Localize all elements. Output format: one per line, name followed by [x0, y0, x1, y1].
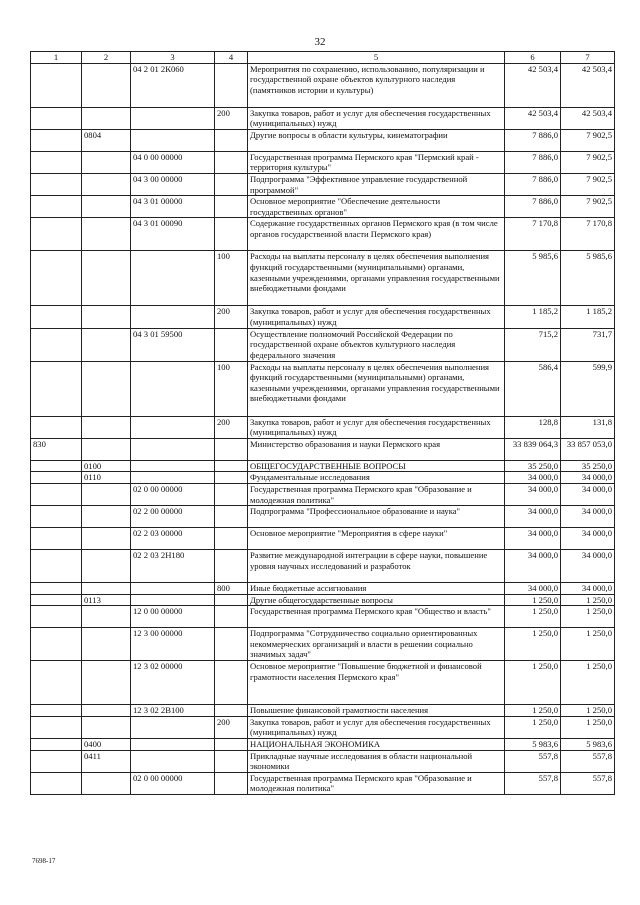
table-cell-col7: 34 000,0 [561, 528, 615, 550]
table-cell-col4 [215, 472, 248, 484]
table-cell-col3: 12 3 00 00000 [131, 628, 215, 661]
table-cell-col4: 200 [215, 306, 248, 328]
table-cell-col7: 131,8 [561, 416, 615, 438]
table-cell-col7: 34 000,0 [561, 483, 615, 505]
table-cell-col3 [131, 438, 215, 460]
table-cell-col4 [215, 739, 248, 751]
table-header-row [31, 52, 615, 64]
table-cell-col2 [82, 550, 131, 583]
table-row [31, 628, 615, 661]
table-cell-col5: Иные бюджетные ассигнования [248, 583, 505, 595]
table-cell-col4: 800 [215, 583, 248, 595]
table-cell-col7: 42 503,4 [561, 63, 615, 107]
table-cell-col1 [31, 772, 82, 794]
table-cell-col4 [215, 528, 248, 550]
table-row [31, 528, 615, 550]
table-cell-col7: 34 000,0 [561, 472, 615, 484]
table-cell-col2: 0113 [82, 594, 131, 606]
table-cell-col5: Закупка товаров, работ и услуг для обеспечения государственных (муниципальных) нужд [248, 107, 505, 129]
table-cell-col3: 12 0 00 00000 [131, 606, 215, 628]
table-cell-col2 [82, 528, 131, 550]
table-cell-col2 [82, 63, 131, 107]
table-cell-col4 [215, 483, 248, 505]
table-cell-col5: Расходы на выплаты персоналу в целях обеспечения выполнения функций государственными (муниципальными) органами, казенными учреждениями, органами управления государственными внебюджетными фондами [248, 251, 505, 306]
table-cell-col2 [82, 772, 131, 794]
table-cell-col6: 1 250,0 [505, 705, 561, 717]
table-cell-col5: НАЦИОНАЛЬНАЯ ЭКОНОМИКА [248, 739, 505, 751]
table-cell-col5: Государственная программа Пермского края "Пермский край - территория культуры" [248, 151, 505, 173]
table-cell-col1 [31, 151, 82, 173]
table-cell-col7: 7 902,5 [561, 151, 615, 173]
table-cell-col3 [131, 750, 215, 772]
table-cell-col5: Развитие международной интеграции в сфере науки, повышение уровня научных исследований и разработок [248, 550, 505, 583]
table-cell-col6: 7 886,0 [505, 173, 561, 195]
table-row [31, 739, 615, 751]
table-cell-col6: 33 839 064,3 [505, 438, 561, 460]
table-cell-col7: 33 857 053,0 [561, 438, 615, 460]
table-cell-col3: 02 2 03 00000 [131, 528, 215, 550]
table-cell-col6: 586,4 [505, 361, 561, 416]
table-cell-col5: Государственная программа Пермского края "Образование и молодежная политика" [248, 772, 505, 794]
table-row [31, 218, 615, 251]
table-cell-col3: 04 0 00 00000 [131, 151, 215, 173]
table-cell-col5: Прикладные научные исследования в области национальной экономики [248, 750, 505, 772]
table-cell-col2 [82, 151, 131, 173]
table-cell-col1 [31, 107, 82, 129]
table-row [31, 173, 615, 195]
table-cell-col2: 0110 [82, 472, 131, 484]
table-cell-col2: 0100 [82, 460, 131, 472]
table-cell-col2 [82, 438, 131, 460]
table-cell-col1 [31, 550, 82, 583]
table-cell-col5: Подпрограмма "Эффективное управление государственной программой" [248, 173, 505, 195]
table-cell-col1 [31, 739, 82, 751]
table-cell-col1 [31, 361, 82, 416]
table-row [31, 196, 615, 218]
table-cell-col3 [131, 739, 215, 751]
table-cell-col2: 0411 [82, 750, 131, 772]
table-cell-col5: ОБЩЕГОСУДАРСТВЕННЫЕ ВОПРОСЫ [248, 460, 505, 472]
table-cell-col7: 599,9 [561, 361, 615, 416]
table-cell-col4 [215, 218, 248, 251]
table-cell-col4 [215, 173, 248, 195]
table-cell-col2: 0804 [82, 129, 131, 151]
table-cell-col6: 35 250,0 [505, 460, 561, 472]
table-row [31, 606, 615, 628]
table-cell-col6: 715,2 [505, 328, 561, 361]
table-cell-col2 [82, 361, 131, 416]
table-cell-col3: 02 2 03 2Н180 [131, 550, 215, 583]
table-cell-col7: 1 250,0 [561, 628, 615, 661]
table-cell-col6: 34 000,0 [505, 583, 561, 595]
table-cell-col3: 02 0 00 00000 [131, 772, 215, 794]
table-cell-col7: 1 250,0 [561, 661, 615, 705]
table-row [31, 251, 615, 306]
table-cell-col2 [82, 583, 131, 595]
table-cell-col3 [131, 361, 215, 416]
table-cell-col6: 34 000,0 [505, 472, 561, 484]
table-row [31, 750, 615, 772]
table-cell-col3: 04 3 01 00000 [131, 196, 215, 218]
table-cell-col2 [82, 306, 131, 328]
table-row [31, 472, 615, 484]
table-cell-col1 [31, 251, 82, 306]
table-cell-col4 [215, 63, 248, 107]
table-cell-col4: 200 [215, 107, 248, 129]
column-header: 3 [131, 52, 215, 64]
table-cell-col1 [31, 472, 82, 484]
table-cell-col1 [31, 460, 82, 472]
table-row [31, 460, 615, 472]
table-body [31, 52, 615, 795]
table-cell-col4: 100 [215, 251, 248, 306]
table-cell-col6: 557,8 [505, 750, 561, 772]
table-cell-col1 [31, 328, 82, 361]
table-cell-col3 [131, 129, 215, 151]
table-cell-col4 [215, 628, 248, 661]
column-header: 2 [82, 52, 131, 64]
table-cell-col3 [131, 716, 215, 738]
table-cell-col1 [31, 483, 82, 505]
table-row [31, 716, 615, 738]
table-cell-col4 [215, 594, 248, 606]
table-cell-col7: 7 170,8 [561, 218, 615, 251]
table-cell-col2 [82, 705, 131, 717]
table-cell-col1 [31, 306, 82, 328]
table-cell-col7: 731,7 [561, 328, 615, 361]
table-cell-col1 [31, 750, 82, 772]
table-cell-col5: Министерство образования и науки Пермского края [248, 438, 505, 460]
table-cell-col6: 34 000,0 [505, 550, 561, 583]
table-cell-col2: 0400 [82, 739, 131, 751]
table-cell-col1 [31, 129, 82, 151]
table-cell-col6: 42 503,4 [505, 63, 561, 107]
table-cell-col1 [31, 628, 82, 661]
table-cell-col7: 557,8 [561, 750, 615, 772]
column-header: 5 [248, 52, 505, 64]
table-cell-col3: 12 3 02 00000 [131, 661, 215, 705]
table-cell-col7: 34 000,0 [561, 583, 615, 595]
column-header: 7 [561, 52, 615, 64]
table-cell-col6: 128,8 [505, 416, 561, 438]
table-cell-col6: 1 250,0 [505, 716, 561, 738]
table-cell-col5: Закупка товаров, работ и услуг для обеспечения государственных (муниципальных) нужд [248, 416, 505, 438]
table-cell-col2 [82, 251, 131, 306]
table-cell-col4 [215, 328, 248, 361]
table-cell-col3 [131, 583, 215, 595]
table-cell-col2 [82, 173, 131, 195]
table-cell-col5: Закупка товаров, работ и услуг для обеспечения государственных (муниципальных) нужд [248, 306, 505, 328]
table-cell-col5: Мероприятия по сохранению, использованию, популяризации и государственной охране объектов культурного наследия (памятников истории и культуры) [248, 63, 505, 107]
table-cell-col5: Осуществление полномочий Российской Федерации по государственной охране объектов культурного наследия федерального значения [248, 328, 505, 361]
table-row [31, 772, 615, 794]
table-cell-col5: Подпрограмма "Профессиональное образование и наука" [248, 506, 505, 528]
table-cell-col6: 34 000,0 [505, 528, 561, 550]
table-cell-col3 [131, 251, 215, 306]
table-cell-col1 [31, 594, 82, 606]
table-cell-col7: 34 000,0 [561, 550, 615, 583]
table-cell-col2 [82, 328, 131, 361]
column-header: 4 [215, 52, 248, 64]
table-cell-col3 [131, 416, 215, 438]
table-cell-col1 [31, 716, 82, 738]
table-cell-col4 [215, 196, 248, 218]
table-row [31, 661, 615, 705]
table-row [31, 416, 615, 438]
table-cell-col5: Расходы на выплаты персоналу в целях обеспечения выполнения функций государственными (муниципальными) органами, казенными учреждениями, органами управления государственными внебюджетными фондами [248, 361, 505, 416]
table-cell-col4 [215, 750, 248, 772]
table-cell-col1 [31, 218, 82, 251]
table-row [31, 306, 615, 328]
table-row [31, 438, 615, 460]
table-cell-col7: 34 000,0 [561, 506, 615, 528]
table-cell-col7: 5 983,6 [561, 739, 615, 751]
table-cell-col4 [215, 550, 248, 583]
table-cell-col7: 42 503,4 [561, 107, 615, 129]
table-cell-col1 [31, 173, 82, 195]
table-cell-col6: 7 886,0 [505, 151, 561, 173]
table-cell-col4 [215, 606, 248, 628]
table-cell-col2 [82, 506, 131, 528]
table-row [31, 328, 615, 361]
table-cell-col4 [215, 460, 248, 472]
table-cell-col2 [82, 606, 131, 628]
table-cell-col3: 02 0 00 00000 [131, 483, 215, 505]
table-cell-col7: 5 985,6 [561, 251, 615, 306]
table-cell-col1 [31, 583, 82, 595]
table-cell-col7: 7 902,5 [561, 129, 615, 151]
page-number: 32 [314, 36, 326, 48]
table-cell-col6: 34 000,0 [505, 483, 561, 505]
table-cell-col3 [131, 472, 215, 484]
table-cell-col7: 1 250,0 [561, 705, 615, 717]
table-cell-col7: 1 185,2 [561, 306, 615, 328]
table-cell-col4 [215, 772, 248, 794]
table-cell-col6: 34 000,0 [505, 506, 561, 528]
table-cell-col1 [31, 196, 82, 218]
column-header: 1 [31, 52, 82, 64]
table-cell-col2 [82, 218, 131, 251]
table-cell-col7: 7 902,5 [561, 173, 615, 195]
table-cell-col6: 7 170,8 [505, 218, 561, 251]
table-cell-col4: 100 [215, 361, 248, 416]
table-cell-col2 [82, 107, 131, 129]
table-cell-col7: 557,8 [561, 772, 615, 794]
table-row [31, 63, 615, 107]
table-cell-col5: Закупка товаров, работ и услуг для обеспечения государственных (муниципальных) нужд [248, 716, 505, 738]
table-cell-col3: 04 3 01 00090 [131, 218, 215, 251]
table-cell-col6: 5 983,6 [505, 739, 561, 751]
table-cell-col1 [31, 661, 82, 705]
table-cell-col5: Другие общегосударственные вопросы [248, 594, 505, 606]
table-cell-col3: 04 2 01 2К060 [131, 63, 215, 107]
table-cell-col6: 1 250,0 [505, 661, 561, 705]
table-row [31, 506, 615, 528]
table-cell-col6: 7 886,0 [505, 196, 561, 218]
table-cell-col3 [131, 107, 215, 129]
table-cell-col4 [215, 506, 248, 528]
table-cell-col1 [31, 528, 82, 550]
table-cell-col5: Основное мероприятие "Мероприятия в сфере науки" [248, 528, 505, 550]
table-row [31, 361, 615, 416]
table-cell-col6: 1 185,2 [505, 306, 561, 328]
table-cell-col6: 5 985,6 [505, 251, 561, 306]
budget-table [30, 51, 615, 795]
table-cell-col7: 1 250,0 [561, 594, 615, 606]
table-cell-col1 [31, 506, 82, 528]
table-cell-col3: 04 3 00 00000 [131, 173, 215, 195]
table-cell-col4 [215, 129, 248, 151]
table-cell-col7: 35 250,0 [561, 460, 615, 472]
table-cell-col4 [215, 705, 248, 717]
table-cell-col5: Содержание государственных органов Пермского края (в том числе органов государственной власти Пермского края) [248, 218, 505, 251]
table-cell-col3: 02 2 00 00000 [131, 506, 215, 528]
table-cell-col5: Фундаментальные исследования [248, 472, 505, 484]
table-cell-col3: 12 3 02 2В100 [131, 705, 215, 717]
table-row [31, 151, 615, 173]
table-cell-col2 [82, 483, 131, 505]
column-header: 6 [505, 52, 561, 64]
table-cell-col2 [82, 628, 131, 661]
table-row [31, 583, 615, 595]
table-cell-col1 [31, 705, 82, 717]
table-cell-col5: Основное мероприятие "Обеспечение деятельности государственных органов" [248, 196, 505, 218]
table-cell-col2 [82, 661, 131, 705]
table-row [31, 594, 615, 606]
table-cell-col2 [82, 416, 131, 438]
table-cell-col5: Другие вопросы в области культуры, кинематографии [248, 129, 505, 151]
table-cell-col6: 1 250,0 [505, 594, 561, 606]
table-cell-col6: 1 250,0 [505, 606, 561, 628]
table-row [31, 129, 615, 151]
table-cell-col4 [215, 438, 248, 460]
table-cell-col2 [82, 716, 131, 738]
table-cell-col7: 7 902,5 [561, 196, 615, 218]
table-cell-col5: Подпрограмма "Сотрудничество социально ориентированных некоммерческих организаций и власти в решении социально значимых задач" [248, 628, 505, 661]
table-cell-col1 [31, 606, 82, 628]
table-cell-col5: Государственная программа Пермского края "Образование и молодежная политика" [248, 483, 505, 505]
table-cell-col3 [131, 460, 215, 472]
table-cell-col5: Основное мероприятие "Повышение бюджетной и финансовой грамотности населения Пермского края" [248, 661, 505, 705]
table-cell-col3 [131, 306, 215, 328]
table-cell-col7: 1 250,0 [561, 716, 615, 738]
table-row [31, 483, 615, 505]
table-cell-col3 [131, 594, 215, 606]
table-cell-col6: 1 250,0 [505, 628, 561, 661]
table-cell-col5: Государственная программа Пермского края "Общество и власть" [248, 606, 505, 628]
table-row [31, 107, 615, 129]
table-cell-col7: 1 250,0 [561, 606, 615, 628]
table-cell-col1: 830 [31, 438, 82, 460]
table-cell-col4 [215, 661, 248, 705]
document-code: 7698-17 [32, 857, 56, 865]
table-row [31, 705, 615, 717]
table-cell-col1 [31, 416, 82, 438]
table-cell-col4: 200 [215, 716, 248, 738]
table-cell-col5: Повышение финансовой грамотности населения [248, 705, 505, 717]
table-cell-col2 [82, 196, 131, 218]
table-row [31, 550, 615, 583]
table-cell-col6: 7 886,0 [505, 129, 561, 151]
table-cell-col6: 42 503,4 [505, 107, 561, 129]
table-cell-col6: 557,8 [505, 772, 561, 794]
table-cell-col1 [31, 63, 82, 107]
table-cell-col3: 04 3 01 59500 [131, 328, 215, 361]
table-cell-col4: 200 [215, 416, 248, 438]
table-cell-col4 [215, 151, 248, 173]
